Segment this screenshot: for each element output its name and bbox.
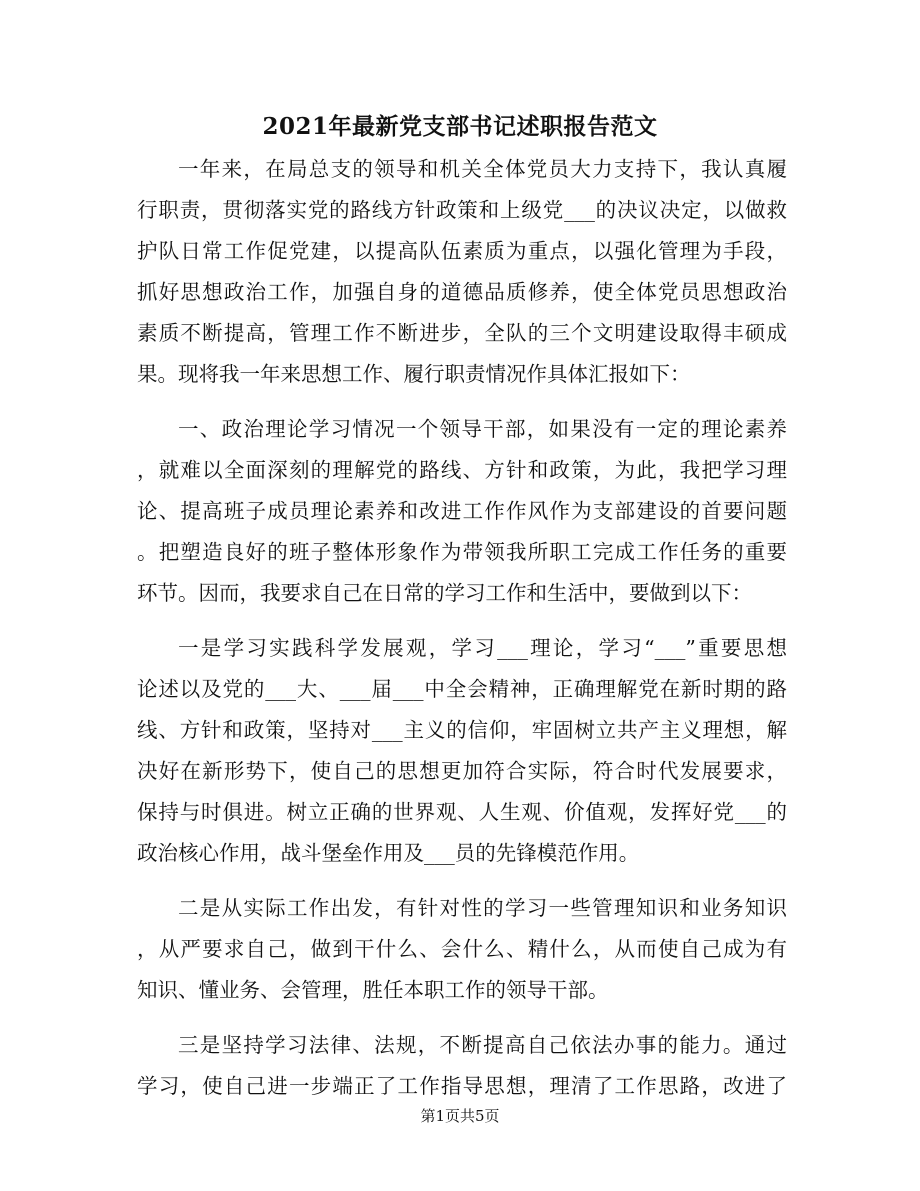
- paragraph-1-line-3: 护队日常工作促党建，以提高队伍素质为重点，以强化管理为手段，: [137, 239, 787, 263]
- paragraph-5-line-1: 三是坚持学习法律、法规，不断提高自己依法办事的能力。通过: [178, 1033, 787, 1057]
- paragraph-5-line-2: 学习，使自己进一步端正了工作指导思想，理清了工作思路，改进了: [137, 1074, 787, 1098]
- paragraph-4-line-1: 二是从实际工作出发，有针对性的学习一些管理知识和业务知识: [178, 896, 787, 920]
- paragraph-2-line-5: 环节。因而，我要求自己在日常的学习工作和生活中，要做到以下：: [137, 581, 752, 605]
- paragraph-2-line-4: 。把塑造良好的班子整体形象作为带领我所职工完成工作任务的重要: [137, 540, 787, 564]
- paragraph-1-line-5: 素质不断提高，管理工作不断进步，全队的三个文明建设取得丰硕成: [137, 321, 787, 345]
- paragraph-2-line-3: 论、提高班子成员理论素养和改进工作作风作为支部建设的首要问题: [137, 499, 787, 523]
- paragraph-1-line-2: 行职责，贯彻落实党的路线方针政策和上级党___的决议决定，以做救: [137, 198, 787, 222]
- paragraph-1-line-6: 果。现将我一年来思想工作、履行职责情况作具体汇报如下：: [137, 362, 691, 386]
- paragraph-3-line-6: 政治核心作用，战斗堡垒作用及___员的先锋模范作用。: [137, 841, 640, 865]
- paragraph-3-line-3: 线、方针和政策，坚持对___主义的信仰，牢固树立共产主义理想，解: [137, 718, 787, 742]
- document-title: 2021年最新党支部书记述职报告范文: [262, 113, 658, 140]
- paragraph-3-line-1: 一是学习实践科学发展观，学习___理论，学习“___”重要思想: [178, 636, 787, 660]
- page-number-footer: 第1页共5页: [420, 1107, 500, 1125]
- document-body: [137, 149, 787, 1107]
- paragraph-1-line-1: 一年来，在局总支的领导和机关全体党员大力支持下，我认真履: [178, 157, 787, 181]
- paragraph-3-line-4: 决好在新形势下，使自己的思想更加符合实际，符合时代发展要求，: [137, 759, 787, 783]
- paragraph-3-line-5: 保持与时俱进。树立正确的世界观、人生观、价值观，发挥好党___的: [137, 800, 787, 824]
- paragraph-2-line-2: ，就难以全面深刻的理解党的路线、方针和政策，为此，我把学习理: [137, 458, 787, 482]
- paragraph-3-line-2: 论述以及党的___大、___届___中全会精神，正确理解党在新时期的路: [137, 677, 787, 701]
- paragraph-1-line-4: 抓好思想政治工作，加强自身的道德品质修养，使全体党员思想政治: [137, 280, 787, 304]
- paragraph-2-line-1: 一、政治理论学习情况一个领导干部，如果没有一定的理论素养: [178, 417, 787, 441]
- paragraph-4-line-3: 知识、懂业务、会管理，胜任本职工作的领导干部。: [137, 978, 609, 1002]
- paragraph-4-line-2: ，从严要求自己，做到干什么、会什么、精什么，从而使自己成为有: [137, 937, 787, 961]
